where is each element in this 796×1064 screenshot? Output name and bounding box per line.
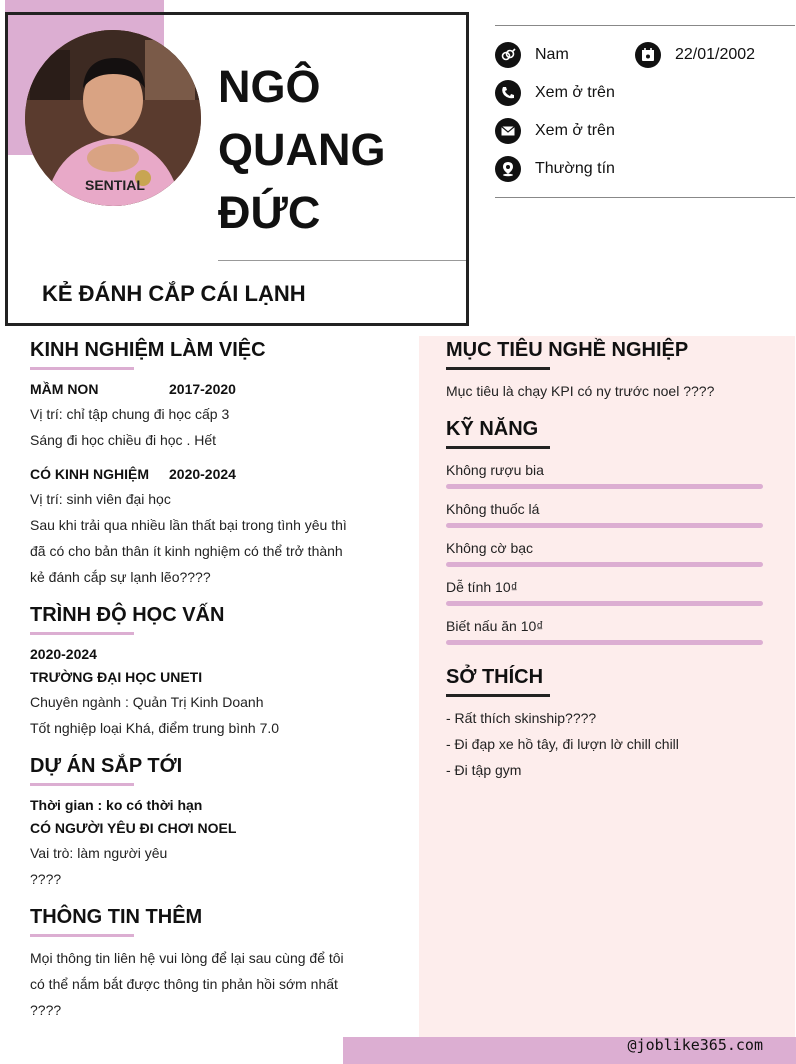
skill-label: Không thuốc lá <box>446 501 540 517</box>
project-time: Thời gian : ko có thời hạn <box>30 797 203 813</box>
calendar-icon <box>635 42 661 68</box>
objective-title-underline <box>446 367 550 370</box>
avatar-photo <box>25 30 201 206</box>
tagline: KẺ ĐÁNH CẮP CÁI LẠNH <box>42 281 306 306</box>
candidate-name <box>218 55 458 244</box>
experience-line: đã có cho bản thân ít kinh nghiệm có thể trở thành <box>30 543 343 559</box>
experience-period: 2020-2024 <box>169 466 236 482</box>
projects-title: DỰ ÁN SẮP TỚI <box>30 755 183 777</box>
hobbies-title-underline <box>446 694 550 697</box>
skill-bar <box>446 601 763 606</box>
experience-period: 2017-2020 <box>169 381 236 397</box>
experience-line: Sau khi trải qua nhiều lần thất bại trong tình yêu thì <box>30 517 347 533</box>
project-name: CÓ NGƯỜI YÊU ĐI CHƠI NOEL <box>30 820 237 836</box>
experience-org: CÓ KINH NGHIỆM <box>30 466 149 482</box>
objective-title: MỤC TIÊU NGHỀ NGHIỆP <box>446 339 689 361</box>
header-divider <box>218 260 466 261</box>
experience-org: MẦM NON <box>30 381 99 397</box>
skill-bar <box>446 523 763 528</box>
gender-icon <box>495 42 521 68</box>
email-value: Xem ở trên <box>535 122 615 139</box>
additional-info-title: THÔNG TIN THÊM <box>30 906 203 928</box>
education-school: TRƯỜNG ĐẠI HỌC UNETI <box>30 669 203 685</box>
additional-info-title-underline <box>30 934 134 937</box>
phone-icon <box>495 80 521 106</box>
experience-line: Vị trí: chỉ tập chung đi học cấp 3 <box>30 406 230 422</box>
additional-info-line: có thể nắm bắt được thông tin phản hồi sớm nhất <box>30 976 338 992</box>
contact-address <box>495 156 615 182</box>
project-line: Vai trò: làm người yêu <box>30 845 168 861</box>
experience-title-underline <box>30 367 134 370</box>
contact-gender <box>495 42 569 68</box>
projects-title-underline <box>30 783 134 786</box>
footer-brand: @joblike365.com <box>627 1036 763 1054</box>
skill-label: Biết nấu ăn 10₫ <box>446 618 544 634</box>
education-title-underline <box>30 632 134 635</box>
experience-line: kẻ đánh cắp sự lạnh lẽo???? <box>30 569 211 585</box>
name-line-1: NGÔ <box>218 61 321 112</box>
project-line: ???? <box>30 871 62 887</box>
skill-label: Dễ tính 10₫ <box>446 579 518 595</box>
experience-title: KINH NGHIỆM LÀM VIỆC <box>30 339 266 361</box>
name-line-2: QUANG <box>218 124 386 175</box>
location-icon <box>495 156 521 182</box>
skill-label: Không cờ bạc <box>446 540 534 556</box>
education-line: Chuyên ngành : Quản Trị Kinh Doanh <box>30 694 264 710</box>
birthday-value: 22/01/2002 <box>675 46 756 63</box>
gender-value: Nam <box>535 46 569 63</box>
contact-email <box>495 118 615 144</box>
contact-panel <box>495 25 795 198</box>
svg-text:SENTIAL: SENTIAL <box>85 177 145 193</box>
hobby-item: - Đi tập gym <box>446 762 522 778</box>
hobby-item: - Rất thích skinship???? <box>446 710 597 726</box>
hobby-item: - Đi đạp xe hồ tây, đi lượn lờ chill chill <box>446 736 679 752</box>
avatar <box>25 30 201 206</box>
skill-bar <box>446 640 763 645</box>
contact-birthday <box>635 42 755 68</box>
skill-label: Không rượu bia <box>446 462 544 478</box>
additional-info-line: Mọi thông tin liên hệ vui lòng để lại sau cùng để tôi <box>30 950 344 966</box>
contact-phone <box>495 80 615 106</box>
education-title: TRÌNH ĐỘ HỌC VẤN <box>30 604 225 626</box>
address-value: Thường tín <box>535 160 615 177</box>
skills-title: KỸ NĂNG <box>446 418 539 440</box>
skill-bar <box>446 562 763 567</box>
name-line-3: ĐỨC <box>218 187 321 238</box>
skill-bar <box>446 484 763 489</box>
additional-info-line: ???? <box>30 1002 62 1018</box>
email-icon <box>495 118 521 144</box>
phone-value: Xem ở trên <box>535 84 615 101</box>
hobbies-title: SỞ THÍCH <box>446 666 544 688</box>
objective-text: Mục tiêu là chạy KPI có ny trước noel ???? <box>446 383 715 399</box>
experience-line: Vị trí: sinh viên đại học <box>30 491 171 507</box>
education-line: Tốt nghiệp loại Khá, điểm trung bình 7.0 <box>30 720 280 736</box>
education-period: 2020-2024 <box>30 646 97 662</box>
skills-title-underline <box>446 446 550 449</box>
experience-line: Sáng đi học chiều đi học . Hết <box>30 432 217 448</box>
